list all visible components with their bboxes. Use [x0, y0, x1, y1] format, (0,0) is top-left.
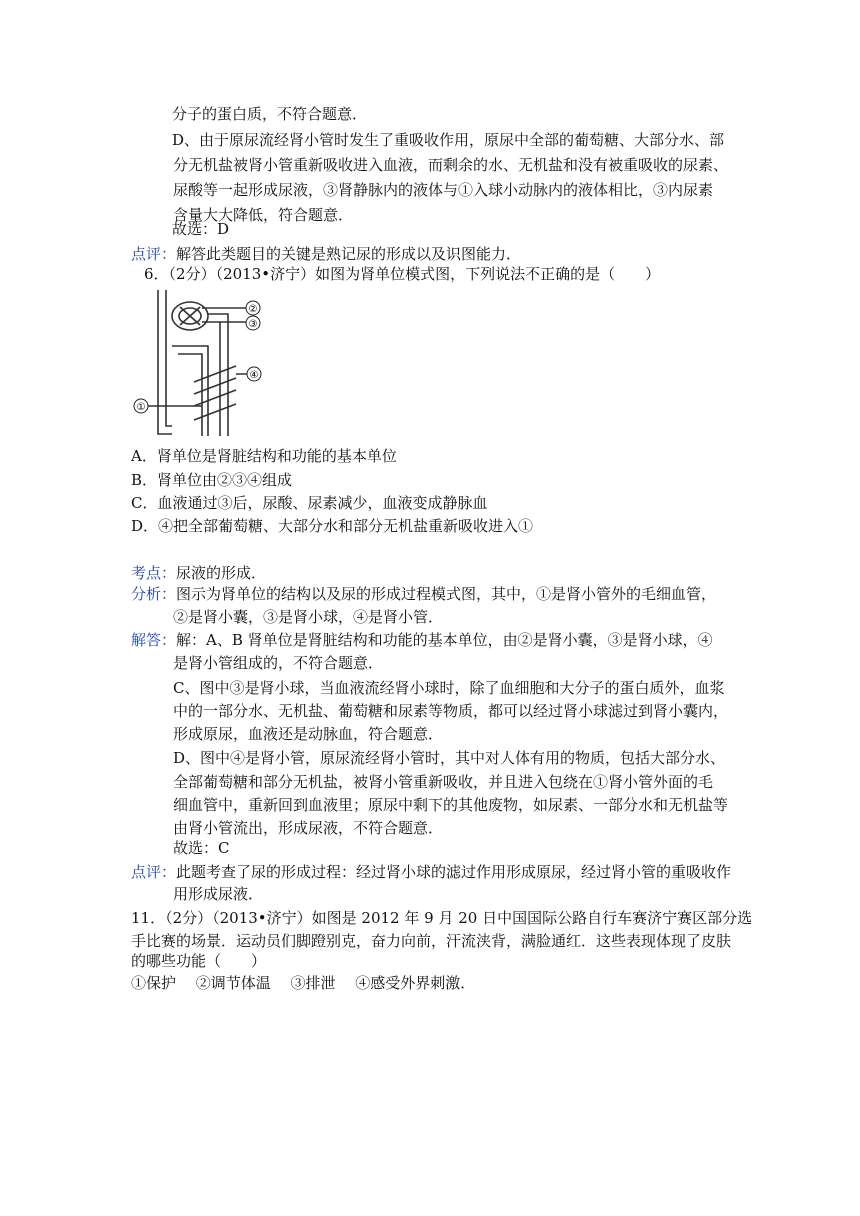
question-11-stem-3: 的哪些功能（ ） — [131, 952, 267, 970]
jieda-choice: 故选：C — [173, 839, 230, 857]
prev-answer-line-4: 尿酸等一起形成尿液，③肾静脉内的液体与①入球小动脉内的液体相比，③内尿素 — [173, 181, 714, 199]
option-d: D．④把全部葡萄糖、大部分水和部分无机盐重新吸收进入① — [131, 517, 534, 535]
option-b: B．肾单位由②③④组成 — [131, 471, 293, 489]
fenxi-line-1: 图示为肾单位的结构以及尿的形成过程模式图，其中，①是肾小管外的毛细血管， — [176, 585, 717, 603]
jieda-label: 解答： — [131, 631, 177, 649]
question-11-stem-1: 11．（2分）（2013•济宁）如图是 2012 年 9 月 20 日中国国际公路自行车赛济宁赛区部分选 — [131, 909, 753, 927]
question-11-options: ①保护 ②调节体温 ③排泄 ④感受外界刺激． — [131, 974, 476, 992]
kaodian-row — [131, 563, 266, 583]
option-c: C．血液通过③后，尿酸、尿素减少，血液变成静脉血 — [131, 494, 488, 512]
question-11-stem-2: 手比赛的场景．运动员们脚蹬别克，奋力向前，汗流浃背，满脸通红．这些表现体现了皮肤 — [131, 932, 732, 950]
jieda-line-7: 全部葡萄糖和部分无机盐，被肾小管重新吸收，并且进入包绕在①肾小管外面的毛 — [173, 773, 714, 791]
kaodian-label: 考点： — [131, 564, 177, 582]
prev-answer-line-3: 分无机盐被肾小管重新吸收进入血液，而剩余的水、无机盐和没有被重吸收的尿素、 — [173, 156, 729, 174]
comment-label: 点评： — [131, 245, 177, 263]
prev-answer-line-2: D、由于原尿流经肾小管时发生了重吸收作用，原尿中全部的葡萄糖、大部分水、部 — [172, 131, 725, 149]
jieda-line-6: D、图中④是肾小管，原尿流经肾小管时，其中对人体有用的物质，包括大部分水、 — [173, 749, 726, 767]
diagram-label-1: ① — [136, 402, 146, 413]
jieda-line-9: 由肾小管流出，形成尿液，不符合题意． — [173, 819, 444, 837]
jieda-line-1: 解：A、B 肾单位是肾脏结构和功能的基本单位，由②是肾小囊，③是肾小球，④ — [176, 631, 713, 649]
jieda-line-2: 是肾小管组成的，不符合题意． — [173, 654, 384, 672]
jieda-row — [131, 630, 713, 650]
prev-answer-line-5: 含量大大降低，符合题意． — [173, 206, 354, 224]
fenxi-label: 分析： — [131, 585, 177, 603]
dianping-label: 点评： — [131, 863, 177, 881]
question-6-stem: 6．（2分）（2013•济宁）如图为肾单位模式图，下列说法不正确的是（ ） — [144, 265, 661, 283]
dianping-row — [131, 862, 731, 882]
dianping-line-1: 此题考查了尿的形成过程：经过肾小球的滤过作用形成原尿，经过肾小管的重吸收作 — [176, 863, 732, 881]
option-a: A．肾单位是肾脏结构和功能的基本单位 — [131, 447, 397, 465]
fenxi-line-2: ②是肾小囊，③是肾小球，④是肾小管． — [173, 608, 444, 626]
jieda-line-4: 中的一部分水、无机盐、葡萄糖和尿素等物质，都可以经过肾小球滤过到肾小囊内， — [173, 702, 729, 720]
diagram-label-2: ② — [248, 304, 258, 315]
jieda-line-3: C、图中③是肾小球，当血液流经肾小球时，除了血细胞和大分子的蛋白质外，血浆 — [173, 679, 725, 697]
dianping-line-2: 用形成尿液． — [173, 885, 264, 903]
kaodian-text: 尿液的形成． — [176, 564, 267, 582]
prev-answer-line-1: 分子的蛋白质，不符合题意． — [172, 105, 368, 123]
jieda-line-8: 细血管中，重新回到血液里；原尿中剩下的其他废物，如尿素、一部分水和无机盐等 — [173, 796, 729, 814]
jieda-line-5: 形成原尿，血液还是动脉血，符合题意． — [173, 725, 444, 743]
prev-comment-row — [131, 244, 521, 264]
comment-text: 解答此类题目的关键是熟记尿的形成以及识图能力． — [176, 245, 522, 263]
fenxi-row — [131, 584, 716, 604]
diagram-label-4: ④ — [249, 370, 259, 381]
nephron-diagram — [128, 286, 268, 446]
diagram-label-3: ③ — [248, 319, 258, 330]
prev-answer-choice: 故选：D — [172, 220, 230, 238]
